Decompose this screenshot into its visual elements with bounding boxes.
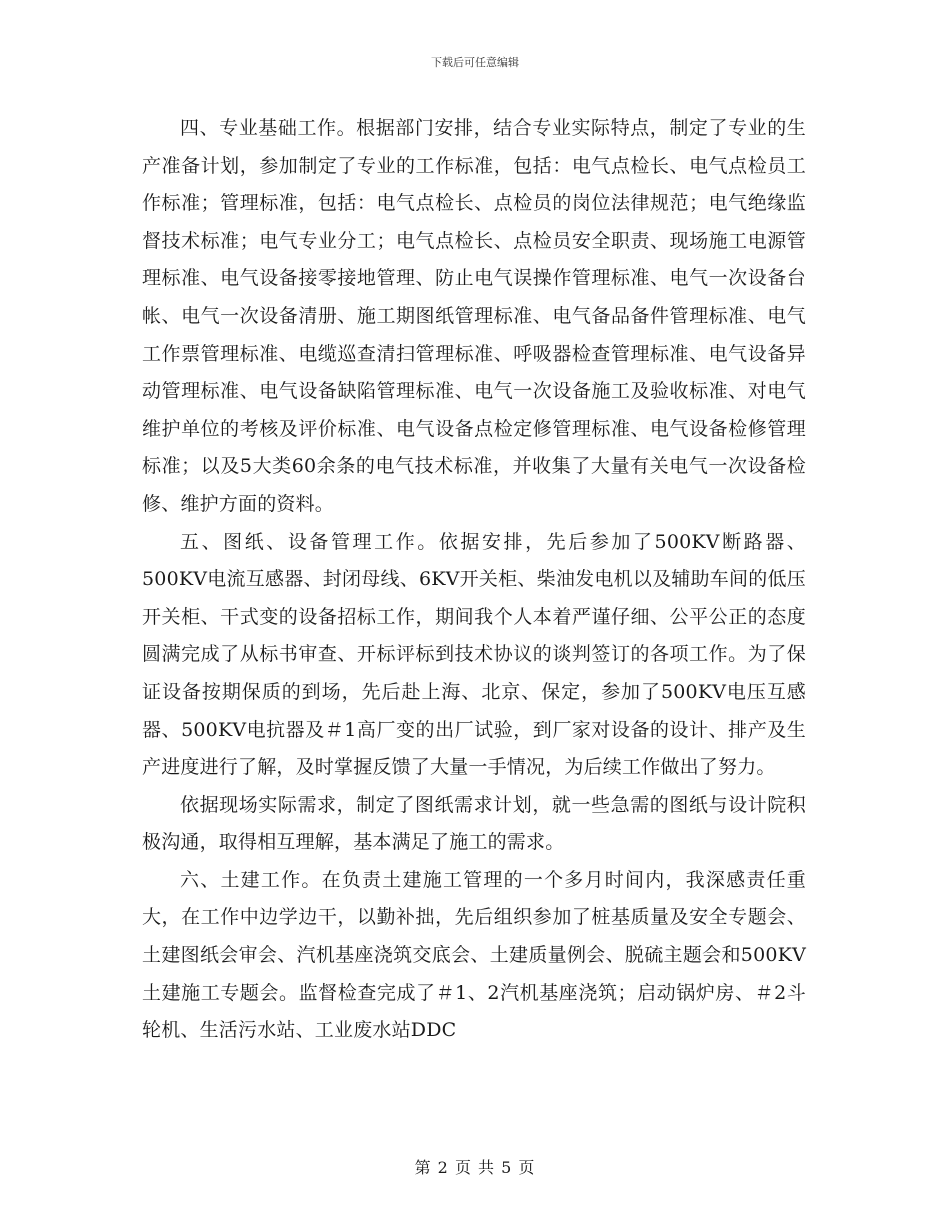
- document-body: [142, 110, 806, 1050]
- page-header: 下载后可任意编辑: [431, 56, 519, 69]
- paragraph-civil-works: 六、土建工作。在负责土建施工管理的一个多月时间内，我深感责任重大，在工作中边学边干，以勤补拙，先后组织参加了桩基质量及安全专题会、土建图纸会审会、汽机基座浇筑交底会、土建质量例会、脱硫主题会和500KV土建施工专题会。监督检查完成了＃1、2汽机基座浇筑；启动锅炉房、＃2斗轮机、生活污水站、工业废水站DDC: [142, 868, 806, 1042]
- paragraph-drawings-equipment: 五、图纸、设备管理工作。依据安排，先后参加了500KV断路器、500KV电流互感器、封闭母线、6KV开关柜、柴油发电机以及辅助车间的低压开关柜、干式变的设备招标工作，期间我个人本着严谨仔细、公平公正的态度圆满完成了从标书审查、开标评标到技术协议的谈判签订的各项工作。为了保证设备按期保质的到场，先后赴上海、北京、保定，参加了500KV电压互感器、500KV电抗器及＃1高厂变的出厂试验，到厂家对设备的设计、排产及生产进度进行了解，及时掌握反馈了大量一手情况，为后续工作做出了努力。: [142, 530, 806, 779]
- page-number-footer: 第 2 页 共 5 页: [414, 1158, 536, 1177]
- paragraph-drawing-requirements: 依据现场实际需求，制定了图纸需求计划，就一些急需的图纸与设计院积极沟通，取得相互理解，基本满足了施工的需求。: [142, 793, 806, 854]
- paragraph-professional-basics: 四、专业基础工作。根据部门安排，结合专业实际特点，制定了专业的生产准备计划，参加制定了专业的工作标准，包括：电气点检长、电气点检员工作标准；管理标准，包括：电气点检长、点检员的岗位法律规范；电气绝缘监督技术标准；电气专业分工；电气点检长、点检员安全职责、现场施工电源管理标准、电气设备接零接地管理、防止电气误操作管理标准、电气一次设备台帐、电气一次设备清册、施工期图纸管理标准、电气备品备件管理标准、电气工作票管理标准、电缆巡查清扫管理标准、呼吸器检查管理标准、电气设备异动管理标准、电气设备缺陷管理标准、电气一次设备施工及验收标准、对电气维护单位的考核及评价标准、电气设备点检定修管理标准、电气设备检修管理标准；以及5大类60余条的电气技术标准，并收集了大量有关电气一次设备检修、维护方面的资料。: [142, 117, 806, 515]
